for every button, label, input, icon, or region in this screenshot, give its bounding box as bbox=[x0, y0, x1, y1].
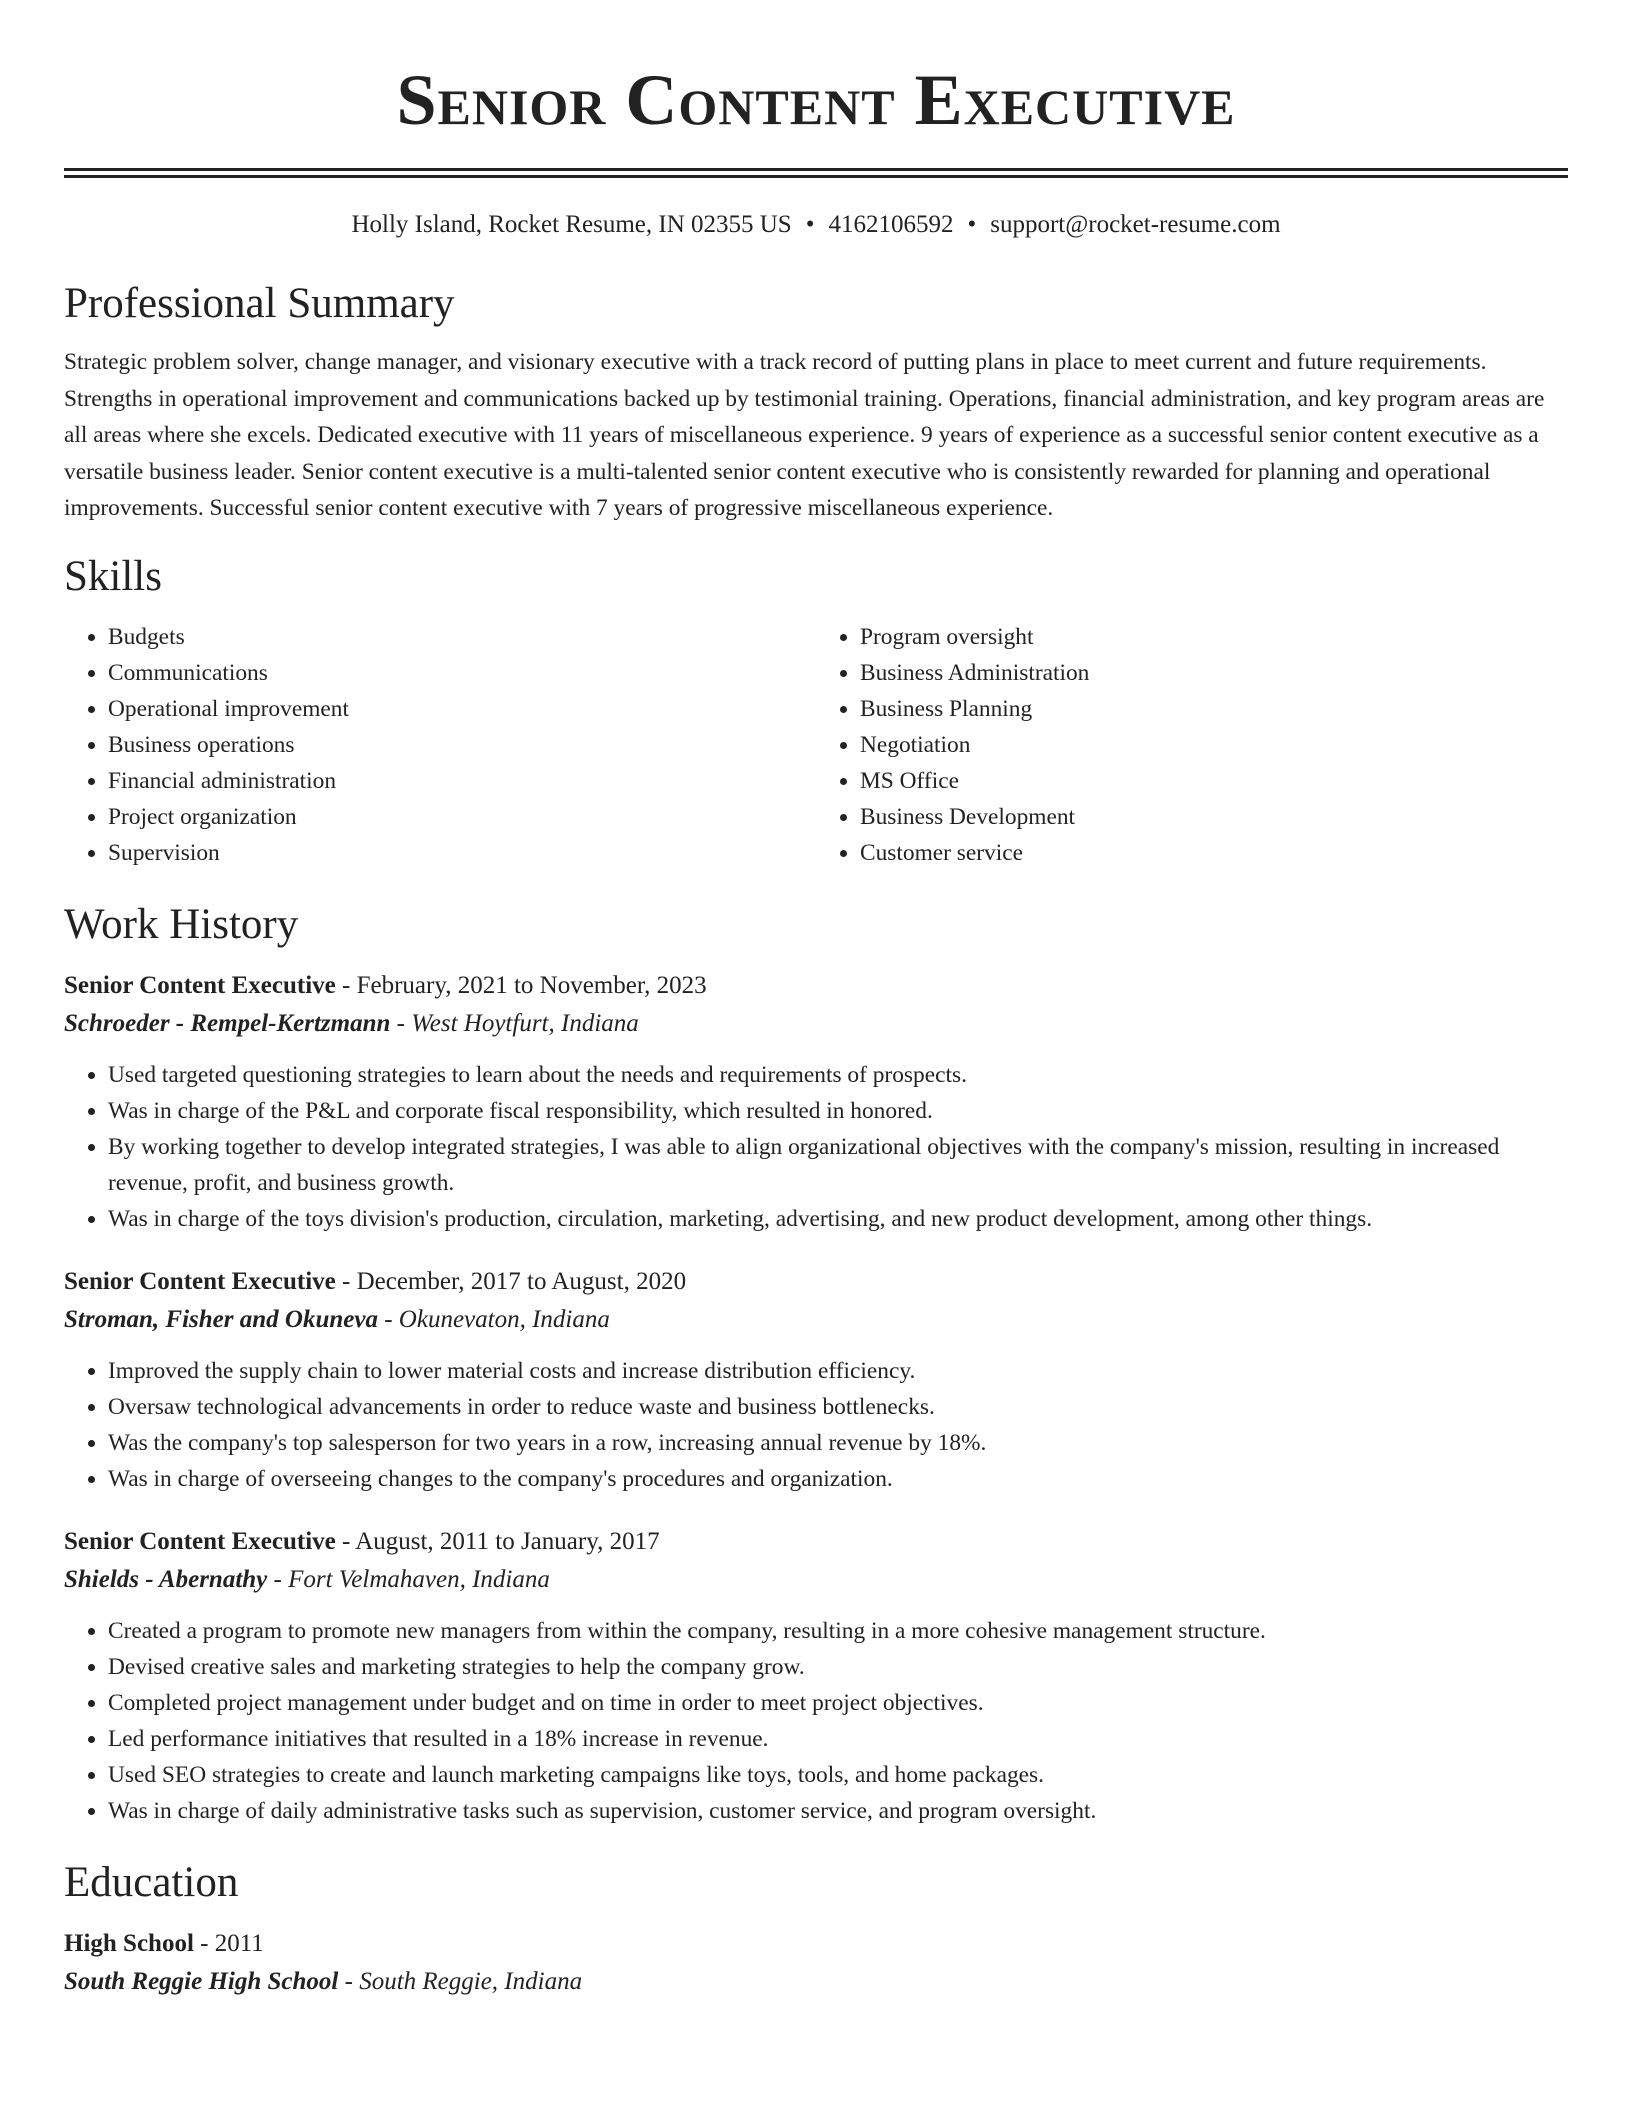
job-title: Senior Content Executive bbox=[64, 1267, 336, 1295]
work-history-heading: Work History bbox=[64, 900, 299, 948]
job-bullet: • Devised creative sales and marketing strategies to help the company grow. bbox=[108, 1649, 1568, 1685]
skill-item: • Financial administration bbox=[108, 763, 816, 799]
job-title: Senior Content Executive bbox=[64, 971, 336, 999]
job-bullet: • Used targeted questioning strategies to learn about the needs and requirements of prospects. bbox=[108, 1057, 1568, 1093]
education-degree: High School bbox=[64, 1929, 194, 1957]
contact-email: support@rocket-resume.com bbox=[990, 211, 1281, 238]
resume-title: Senior Content Executive bbox=[396, 60, 1236, 140]
education-school-line bbox=[64, 1963, 1568, 2001]
summary-heading: Professional Summary bbox=[64, 280, 455, 327]
summary-text: Strategic problem solver, change manager, and visionary executive with a track record of putting plans in place to meet current and future requirements. Strengths in operational improvement and communications backed up by testimonial training. Operations, financial administration, and key program areas are all areas where she excels. Dedicated executive with 11 years of miscellaneous experience. 9 years of experience as a successful senior content executive as a versatile business leader. Senior content executive is a multi-talented senior content executive who is consistently rewarded for planning and operational improvements. Successful senior content executive with 7 years of progressive miscellaneous experience. bbox=[64, 349, 1545, 521]
education-heading: Education bbox=[64, 1858, 239, 1906]
job-bullet: • Completed project management under budget and on time in order to meet project objectives. bbox=[108, 1685, 1568, 1721]
title-divider bbox=[64, 168, 1568, 178]
job-bullet: • Oversaw technological advancements in order to reduce waste and business bottlenecks. bbox=[108, 1389, 1568, 1425]
job-dates: - December, 2017 to August, 2020 bbox=[335, 1267, 687, 1295]
job-entry bbox=[64, 967, 1568, 1237]
education-entry bbox=[64, 1925, 1568, 2001]
job-company: Shields - Abernathy bbox=[64, 1565, 268, 1593]
job-dates: - August, 2011 to January, 2017 bbox=[335, 1527, 660, 1555]
job-bullet: • Used SEO strategies to create and launch marketing campaigns like toys, tools, and home packages. bbox=[108, 1757, 1568, 1793]
job-company-line bbox=[64, 1561, 1568, 1599]
contact-address: Holly Island, Rocket Resume, IN 02355 US bbox=[351, 211, 792, 238]
job-bullet: • Was in charge of overseeing changes to the company's procedures and organization. bbox=[108, 1461, 1568, 1497]
skills-columns bbox=[64, 619, 1568, 871]
education-school: South Reggie High School bbox=[64, 1967, 339, 1995]
skill-item: • Business operations bbox=[108, 727, 816, 763]
job-company: Schroeder - Rempel-Kertzmann bbox=[64, 1009, 391, 1037]
skill-item: • Negotiation bbox=[860, 727, 1568, 763]
education-degree-line bbox=[64, 1925, 1568, 1963]
job-bullet: • Improved the supply chain to lower material costs and increase distribution efficiency. bbox=[108, 1353, 1568, 1389]
job-bullet: • Led performance initiatives that resulted in a 18% increase in revenue. bbox=[108, 1721, 1568, 1757]
job-dates: - February, 2021 to November, 2023 bbox=[335, 971, 707, 999]
job-bullets bbox=[64, 1057, 1568, 1237]
education-location: - South Reggie, Indiana bbox=[338, 1967, 583, 1995]
education-year: - 2011 bbox=[193, 1929, 264, 1957]
job-location: - Fort Velmahaven, Indiana bbox=[267, 1565, 550, 1593]
job-bullet: • Was in charge of the P&L and corporate fiscal responsibility, which resulted in honored. bbox=[108, 1093, 1568, 1129]
skills-list-left bbox=[64, 619, 816, 871]
skills-heading: Skills bbox=[64, 552, 162, 600]
contact-separator: • bbox=[805, 211, 815, 238]
skill-item: • Operational improvement bbox=[108, 691, 816, 727]
job-title: Senior Content Executive bbox=[64, 1527, 336, 1555]
job-bullet: • Created a program to promote new managers from within the company, resulting in a more cohesive management structure. bbox=[108, 1613, 1568, 1649]
job-title-line bbox=[64, 1523, 1568, 1561]
job-company-line bbox=[64, 1005, 1568, 1043]
contact-line bbox=[64, 208, 1568, 242]
job-title-line bbox=[64, 967, 1568, 1005]
skill-item: • MS Office bbox=[860, 763, 1568, 799]
job-bullet: • Was the company's top salesperson for two years in a row, increasing annual revenue by 18%. bbox=[108, 1425, 1568, 1461]
contact-phone: 4162106592 bbox=[828, 211, 954, 238]
job-bullet: • Was in charge of the toys division's production, circulation, marketing, advertising, and new product development, among other things. bbox=[108, 1201, 1568, 1237]
skill-item: • Communications bbox=[108, 655, 816, 691]
contact-separator: • bbox=[967, 211, 977, 238]
job-title-line bbox=[64, 1263, 1568, 1301]
job-bullets bbox=[64, 1613, 1568, 1829]
skill-item: • Business Development bbox=[860, 799, 1568, 835]
skills-list-right bbox=[816, 619, 1568, 871]
skill-item: • Supervision bbox=[108, 835, 816, 871]
job-entry bbox=[64, 1263, 1568, 1497]
job-bullet: • By working together to develop integrated strategies, I was able to align organizational objectives with the company's mission, resulting in increased revenue, profit, and business growth. bbox=[108, 1129, 1568, 1201]
job-location: - West Hoytfurt, Indiana bbox=[390, 1009, 639, 1037]
skill-item: • Customer service bbox=[860, 835, 1568, 871]
skill-item: • Business Administration bbox=[860, 655, 1568, 691]
job-bullet: • Was in charge of daily administrative tasks such as supervision, customer service, and program oversight. bbox=[108, 1793, 1568, 1829]
skill-item: • Project organization bbox=[108, 799, 816, 835]
skill-item: • Program oversight bbox=[860, 619, 1568, 655]
skill-item: • Budgets bbox=[108, 619, 816, 655]
skill-item: • Business Planning bbox=[860, 691, 1568, 727]
job-location: - Okunevaton, Indiana bbox=[377, 1305, 610, 1333]
job-bullets bbox=[64, 1353, 1568, 1497]
job-company: Stroman, Fisher and Okuneva bbox=[64, 1305, 378, 1333]
job-entry bbox=[64, 1523, 1568, 1829]
job-company-line bbox=[64, 1301, 1568, 1339]
